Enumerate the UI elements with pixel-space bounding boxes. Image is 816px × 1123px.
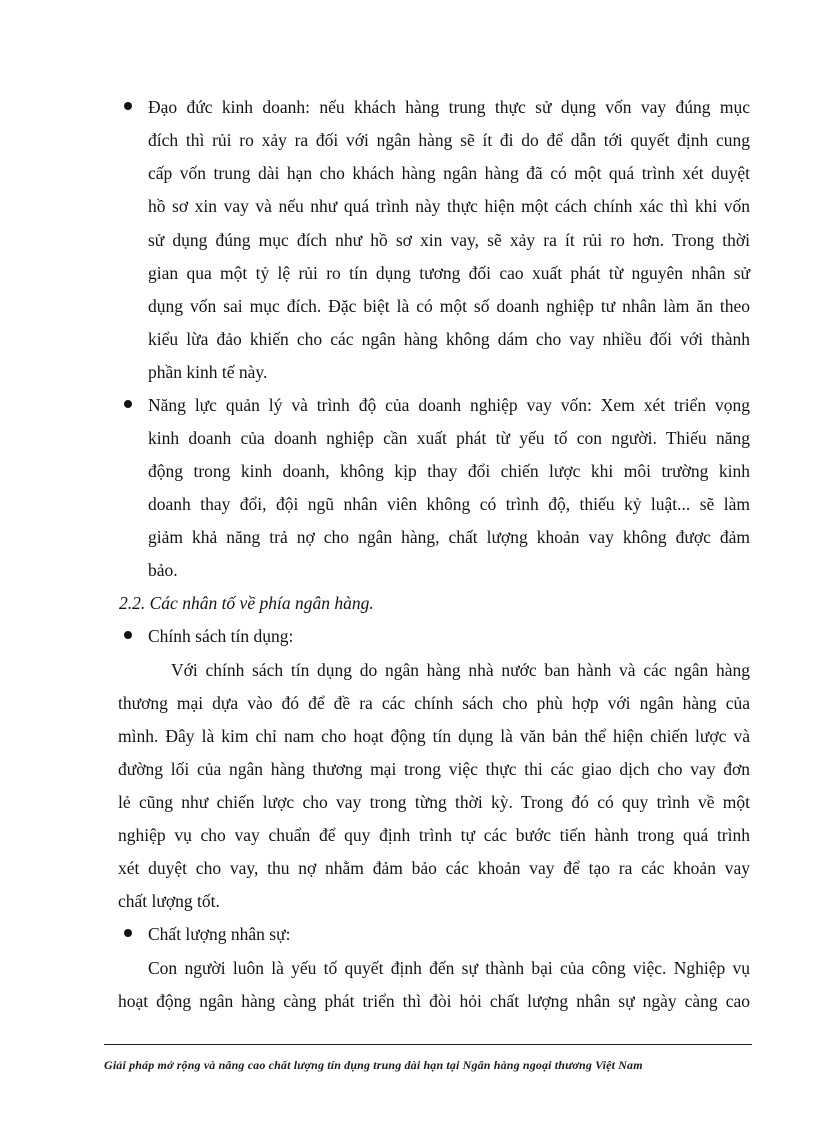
bullet1-line-3: cấp vốn trung dài hạn cho khách hàng ngân hàng đã có một quá trình xét duyệt (148, 163, 750, 183)
paragraph1-line-6: nghiệp vụ cho vay chuẩn để quy định trình tự các bước tiến hành trong quá trình (118, 825, 750, 845)
bullet1-line-1: Đạo đức kinh doanh: nếu khách hàng trung thực sử dụng vốn vay đúng mục (148, 97, 750, 117)
bullet2-line-6: bảo. (148, 560, 178, 580)
bullet1-line-4: hồ sơ xin vay và nếu như quá trình này thực hiện một cách chính xác thì khi vốn (148, 196, 750, 216)
bullet1-line-5: sử dụng đúng mục đích như hồ sơ xin vay, sẽ xảy ra ít rủi ro hơn. Trong thời (148, 230, 750, 250)
bullet1-line-7: dụng vốn sai mục đích. Đặc biệt là có một số doanh nghiệp tư nhân làm ăn theo (148, 296, 750, 316)
section-heading: 2.2. Các nhân tố về phía ngân hàng. (119, 593, 374, 613)
paragraph2-line-1: Con người luôn là yếu tố quyết định đến sự thành bại của công việc. Nghiệp vụ (148, 958, 750, 978)
bullet2-line-3: động trong kinh doanh, không kịp thay đổi chiến lược khi môi trường kinh (148, 461, 750, 481)
bullet2-line-5: giảm khả năng trả nợ cho ngân hàng, chất lượng khoản vay không được đảm (148, 527, 750, 547)
bullet1-line-2: đích thì rủi ro xảy ra đối với ngân hàng sẽ ít đi do để dẫn tới quyết định cung (148, 130, 750, 150)
bullet1-line-8: kiểu lừa đảo khiến cho các ngân hàng không dám cho vay nhiều đối với thành (148, 329, 750, 349)
bullet2-line-2: kinh doanh của doanh nghiệp cần xuất phát từ yếu tố con người. Thiếu năng (148, 428, 750, 448)
paragraph1-line-1: Với chính sách tín dụng do ngân hàng nhà nước ban hành và các ngân hàng (171, 660, 750, 680)
paragraph1-line-7: xét duyệt cho vay, thu nợ nhằm đảm bảo các khoản vay để tạo ra các khoản vay (118, 858, 750, 878)
bullet-marker (124, 631, 132, 639)
footer-divider (104, 1044, 752, 1045)
paragraph1-line-5: lẻ cũng như chiến lược cho vay trong từng thời kỳ. Trong đó có quy trình về một (118, 792, 750, 812)
bullet4-label: Chất lượng nhân sự: (148, 924, 291, 944)
bullet-marker (124, 929, 132, 937)
paragraph1-line-2: thương mại dựa vào đó để đề ra các chính sách cho phù hợp với ngân hàng của (118, 693, 750, 713)
bullet-marker (124, 400, 132, 408)
paragraph1-line-4: đường lối của ngân hàng thương mại trong việc thực thi các giao dịch cho vay đơn (118, 759, 750, 779)
footer-title: Giải pháp mở rộng và nâng cao chất lượng tín dụng trung dài hạn tại Ngân hàng ngoại thương Việt Nam (104, 1058, 643, 1072)
bullet3-label: Chính sách tín dụng: (148, 626, 294, 646)
bullet1-line-9: phần kinh tế này. (148, 362, 268, 382)
bullet2-line-1: Năng lực quản lý và trình độ của doanh nghiệp vay vốn: Xem xét triển vọng (148, 395, 750, 415)
bullet2-line-4: doanh thay đổi, đội ngũ nhân viên không có trình độ, thiếu kỷ luật... sẽ làm (148, 494, 750, 514)
bullet-marker (124, 102, 132, 110)
bullet1-line-6: gian qua một tỷ lệ rủi ro tín dụng tương đối cao xuất phát từ nguyên nhân sử (148, 263, 750, 283)
paragraph1-line-3: mình. Đây là kim chỉ nam cho hoạt động tín dụng là văn bản thể hiện chiến lược và (118, 726, 750, 746)
paragraph1-line-8: chất lượng tốt. (118, 891, 220, 911)
paragraph2-line-2: hoạt động ngân hàng càng phát triển thì đòi hỏi chất lượng nhân sự ngày càng cao (118, 991, 750, 1011)
